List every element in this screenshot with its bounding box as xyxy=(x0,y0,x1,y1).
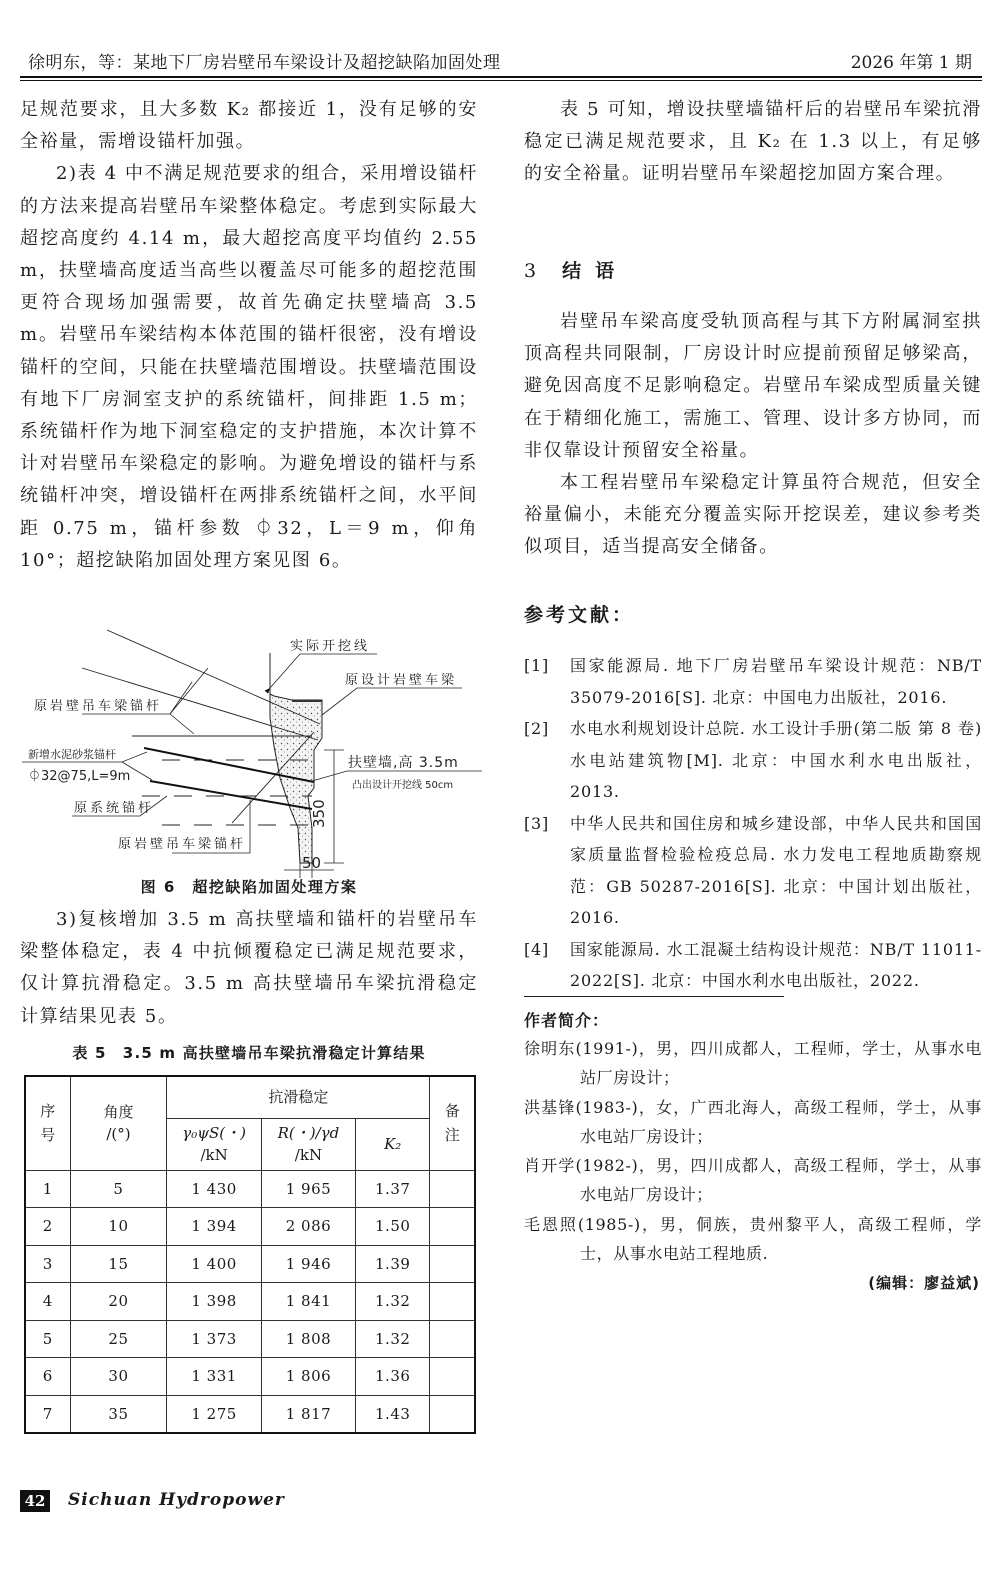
section-3-heading xyxy=(524,256,628,283)
cell-angle: 25 xyxy=(70,1320,167,1358)
cell-resist: 2 086 xyxy=(261,1208,355,1246)
paragraph: 3)复核增加 3.5 m 高扶壁墙和锚杆的岩壁吊车梁整体稳定，表 4 中抗倾覆稳定已满足规范要求，仅计算抗滑稳定。3.5 m 高扶壁墙吊车梁抗滑稳定计算结果见表 5。 xyxy=(20,909,478,1027)
paragraph: 岩壁吊车梁高度受轨顶高程与其下方附属洞室拱顶高程共同限制，厂房设计时应提前预留足够梁高，避免因高度不足影响稳定。岩壁吊车梁成型质量关键在于精细化施工，需施工、管理、设计多方协同，而非仅靠设计预留安全裕量。 xyxy=(524,311,982,461)
paragraph: 足规范要求，且大多数 K₂ 都接近 1，没有足够的安全裕量，需增设锚杆加强。 xyxy=(20,99,478,153)
cell-angle: 30 xyxy=(70,1358,167,1396)
cell-k2: 1.50 xyxy=(356,1208,430,1246)
cell-note xyxy=(430,1320,475,1358)
conclusion-text xyxy=(524,306,982,564)
table-row xyxy=(25,1395,475,1433)
cell-k2: 1.39 xyxy=(356,1245,430,1283)
table-row xyxy=(25,1283,475,1321)
label-dim-width: 50 xyxy=(302,854,322,872)
editor-credit: (编辑：廖益斌) xyxy=(868,1274,980,1292)
header-rule-thick xyxy=(20,76,982,78)
section-number: 3 xyxy=(524,260,537,282)
header-seq: 序号 xyxy=(25,1076,70,1170)
cell-resist: 1 841 xyxy=(261,1283,355,1321)
cell-seq: 7 xyxy=(25,1395,70,1433)
cell-k2: 1.37 xyxy=(356,1170,430,1208)
label-system-anchor: 原系统锚杆 xyxy=(74,801,155,816)
cell-load: 1 394 xyxy=(167,1208,262,1246)
cell-note xyxy=(430,1358,475,1396)
cell-k2: 1.43 xyxy=(356,1395,430,1433)
header-angle: 角度 /(°) xyxy=(70,1076,167,1170)
cell-angle: 35 xyxy=(70,1395,167,1433)
author-bio: 肖开学(1982-)，男，四川成都人，高级工程师，学士，从事水电站厂房设计； xyxy=(524,1156,982,1205)
header-anti-slide: 抗滑稳定 xyxy=(167,1076,430,1118)
cell-seq: 4 xyxy=(25,1283,70,1321)
table-row xyxy=(25,1320,475,1358)
label-new-anchor-2: ⏀32@75,L=9m xyxy=(28,769,131,784)
journal-name: Sichuan Hydropower xyxy=(68,1490,285,1510)
cell-resist: 1 817 xyxy=(261,1395,355,1433)
cell-load: 1 398 xyxy=(167,1283,262,1321)
cell-note xyxy=(430,1208,475,1246)
rail-plate xyxy=(292,700,322,702)
running-header xyxy=(20,44,982,74)
cell-seq: 1 xyxy=(25,1170,70,1208)
header-resistance: R(・)/γd /kN xyxy=(261,1118,355,1170)
label-buttress: 扶壁墙,高 3.5m xyxy=(348,755,459,771)
running-title: 徐明东，等：某地下厂房岩壁吊车梁设计及超挖缺陷加固处理 xyxy=(28,53,501,73)
label-original-anchor-lower: 原岩壁吊车梁锚杆 xyxy=(118,837,247,852)
cell-note xyxy=(430,1170,475,1208)
author-bio: 徐明东(1991-)，男，四川成都人，工程师，学士，从事水电站厂房设计； xyxy=(524,1039,982,1088)
paragraph: 本工程岩壁吊车梁稳定计算虽符合规范，但安全裕量偏小，未能充分覆盖实际开挖误差，建议参考类似项目，适当提高安全储备。 xyxy=(524,472,982,558)
label-buttress-offset: 凸出设计开挖线 50cm xyxy=(352,780,454,791)
cell-load: 1 430 xyxy=(167,1170,262,1208)
table-row xyxy=(25,1208,475,1246)
issue-label: 2026 年第 1 期 xyxy=(850,53,972,73)
page-number: 42 xyxy=(20,1490,50,1512)
cell-angle: 20 xyxy=(70,1283,167,1321)
reference-item: [2] 水电水利规划设计总院. 水工设计手册(第二版 第 8 卷)水电站建筑物[M]. 北京：中国水利水电出版社，2013. xyxy=(524,719,982,801)
label-original-anchor-upper: 原岩壁吊车梁锚杆 xyxy=(34,699,163,714)
reference-item: [4] 国家能源局. 水工混凝土结构设计规范：NB/T 11011-2022[S]. 北京：中国水利水电出版社，2022. xyxy=(524,939,982,990)
table-row xyxy=(25,1245,475,1283)
author-bio: 洪基锋(1983-)，女，广西北海人，高级工程师，学士，从事水电站厂房设计； xyxy=(524,1097,982,1146)
paragraph: 2)表 4 中不满足规范要求的组合，采用增设锚杆的方法来提高岩壁吊车梁整体稳定。考虑到实际最大超挖高度约 4.14 m，最大超挖高度平均值约 2.55 m，扶壁墙高度适当高些以覆盖尽可能多的超挖范围更符合现场加强需要，故首先确定扶壁墙高 3.5 m。岩壁吊车梁结构本体范围的锚杆很密，没有增设锚杆的空间，只能在扶壁墙范围增设。扶壁墙范围设有地下厂房洞室支护的系统锚杆，间排距 1.5 m；系统锚杆作为地下洞室稳定的支护措施，本次计算不计对岩壁吊车梁稳定的影响。为避免增设的锚杆与系统锚杆冲突，增设锚杆在两排系统锚杆之间，水平间距 0.75 m，锚杆参数 ⏀32，L＝9 m，仰角 10°；超挖缺陷加固处理方案见图 6。 xyxy=(20,163,478,571)
cell-resist: 1 965 xyxy=(261,1170,355,1208)
header-k2: K₂ xyxy=(356,1118,430,1170)
leader-original-beam xyxy=(322,688,462,715)
cell-note xyxy=(430,1283,475,1321)
figure-6-diagram xyxy=(22,628,482,878)
table-row xyxy=(25,1358,475,1396)
cell-seq: 5 xyxy=(25,1320,70,1358)
references-heading: 参考文献： xyxy=(524,604,635,626)
cell-load: 1 373 xyxy=(167,1320,262,1358)
cell-k2: 1.36 xyxy=(356,1358,430,1396)
cell-note xyxy=(430,1245,475,1283)
reference-item: [3] 中华人民共和国住房和城乡建设部，中华人民共和国国家质量监督检验检疫总局. 水力发电工程地质勘察规范：GB 50287-2016[S]. 北京：中国计划出版社，2016. xyxy=(524,813,982,927)
table-row xyxy=(25,1170,475,1208)
header-load: γ₀ψS(・) /kN xyxy=(167,1118,262,1170)
reference-item: [1] 国家能源局. 地下厂房岩壁吊车梁设计规范：NB/T 35079-2016[S]. 北京：中国电力出版社，2016. xyxy=(524,656,982,707)
label-actual-excavation-line: 实际开挖线 xyxy=(290,639,371,654)
cell-resist: 1 808 xyxy=(261,1320,355,1358)
section-title: 结语 xyxy=(562,260,629,282)
paragraph: 表 5 可知，增设扶壁墙锚杆后的岩壁吊车梁抗滑稳定已满足规范要求，且 K₂ 在 1.3 以上，有足够的安全裕量。证明岩壁吊车梁超挖加固方案合理。 xyxy=(524,99,982,185)
cell-seq: 3 xyxy=(25,1245,70,1283)
figure-6-caption: 图 6 超挖缺陷加固处理方案 xyxy=(140,878,358,896)
cell-load: 1 275 xyxy=(167,1395,262,1433)
cell-angle: 5 xyxy=(70,1170,167,1208)
cell-seq: 2 xyxy=(25,1208,70,1246)
label-new-anchor-1: 新增水泥砂浆锚杆 xyxy=(28,748,116,761)
authors-list xyxy=(524,1034,982,1268)
cell-angle: 10 xyxy=(70,1208,167,1246)
cell-k2: 1.32 xyxy=(356,1283,430,1321)
cell-note xyxy=(430,1395,475,1433)
cell-seq: 6 xyxy=(25,1358,70,1396)
left-column-text-2 xyxy=(20,904,478,1033)
cell-angle: 15 xyxy=(70,1245,167,1283)
authors-heading: 作者简介： xyxy=(524,1011,610,1030)
cell-resist: 1 806 xyxy=(261,1358,355,1396)
cell-resist: 1 946 xyxy=(261,1245,355,1283)
table-5 xyxy=(24,1075,476,1434)
header-note: 备注 xyxy=(430,1076,475,1170)
cell-k2: 1.32 xyxy=(356,1320,430,1358)
author-bio: 毛恩照(1985-)，男，侗族，贵州黎平人，高级工程师，学士，从事水电站工程地质. xyxy=(524,1214,982,1264)
right-column-text xyxy=(524,94,982,191)
reinforcement-diagram xyxy=(22,628,482,878)
table-5-caption: 表 5 3.5 m 高扶壁墙吊车梁抗滑稳定计算结果 xyxy=(72,1044,426,1062)
cell-load: 1 400 xyxy=(167,1245,262,1283)
left-column-text xyxy=(20,94,478,577)
cell-load: 1 331 xyxy=(167,1358,262,1396)
label-dim-height: 350 xyxy=(310,799,328,828)
label-original-beam: 原设计岩壁车梁 xyxy=(345,673,458,688)
footnote-rule xyxy=(524,996,784,997)
references-list xyxy=(524,650,982,997)
header-rule-thin xyxy=(20,80,982,81)
